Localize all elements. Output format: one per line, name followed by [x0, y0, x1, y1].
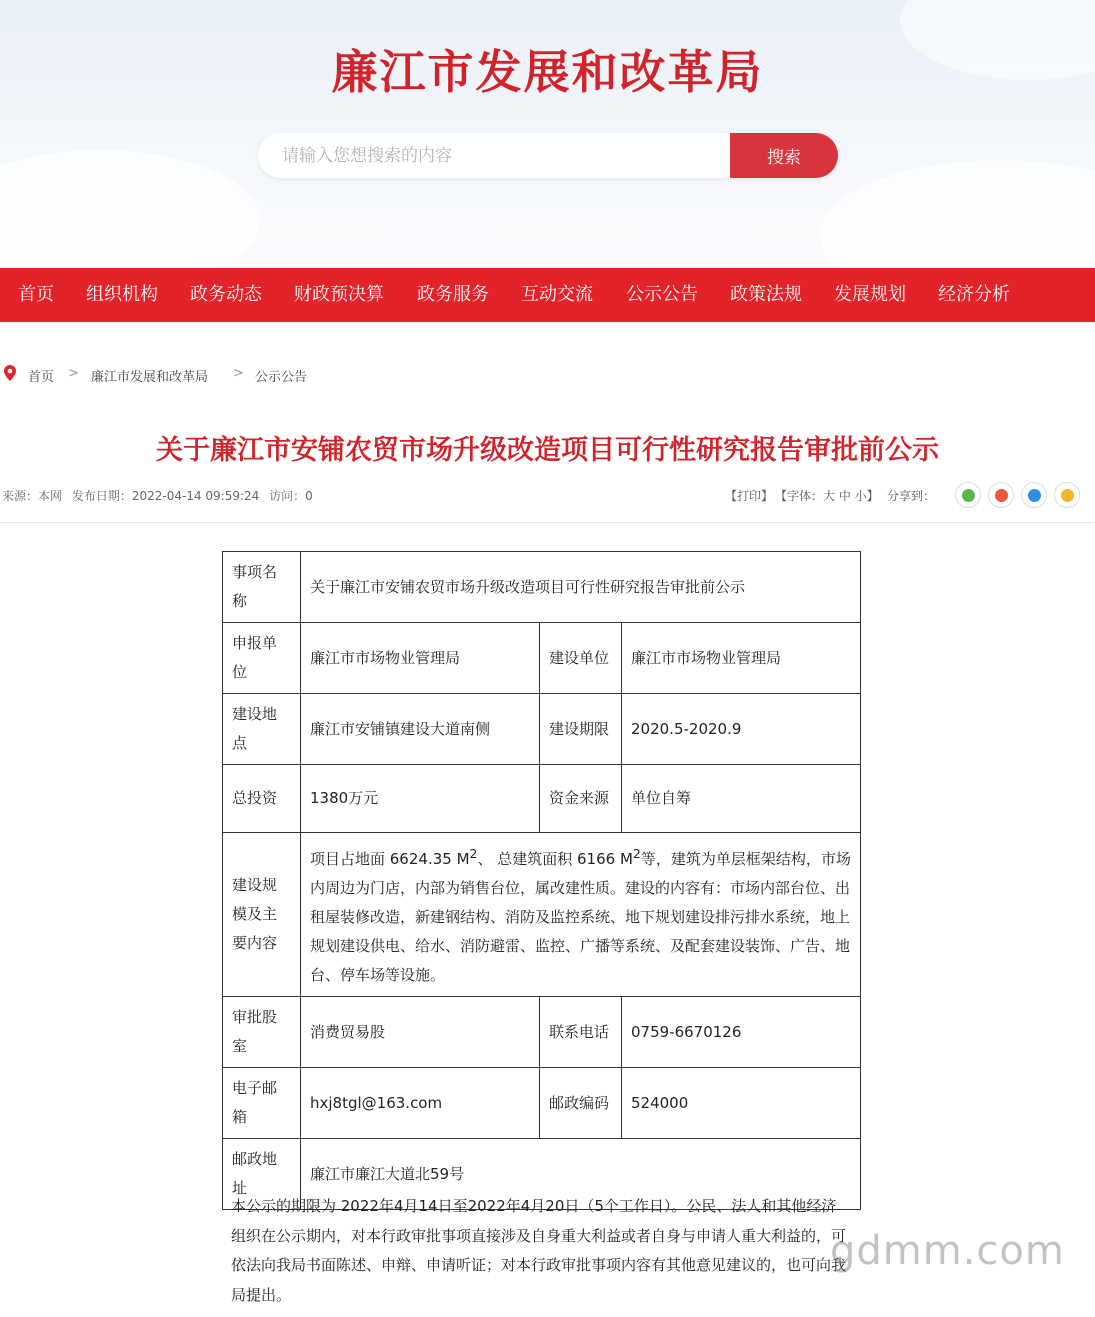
article-meta — [2, 487, 319, 504]
table-label-office: 审批股室 — [223, 997, 301, 1068]
table-value-office: 消费贸易股 — [301, 997, 540, 1068]
table-label-email: 电子邮箱 — [223, 1068, 301, 1139]
table-row — [223, 623, 861, 694]
table-value-investment: 1380万元 — [301, 765, 540, 833]
table-value-phone: 0759-6670126 — [622, 997, 861, 1068]
scale-text: 、 总建筑面积 6166 M — [477, 850, 633, 868]
search-input[interactable] — [258, 133, 730, 178]
table-value-builder: 廉江市市场物业管理局 — [622, 623, 861, 694]
table-value-applicant: 廉江市市场物业管理局 — [301, 623, 540, 694]
nav-item-news[interactable]: 政务动态 — [190, 284, 262, 305]
scale-text: 项目占地面 6624.35 M — [310, 850, 470, 868]
nav-item-services[interactable]: 政务服务 — [417, 284, 489, 305]
nav-item-organization[interactable]: 组织机构 — [86, 284, 158, 305]
table-value-email: hxj8tgl@163.com — [301, 1068, 540, 1139]
table-label-period: 建设期限 — [540, 694, 622, 765]
table-value-location: 廉江市安铺镇建设大道南侧 — [301, 694, 540, 765]
table-row — [223, 694, 861, 765]
breadcrumb-separator: > — [233, 366, 244, 381]
nav-item-home[interactable]: 首页 — [18, 284, 54, 305]
table-row — [223, 1068, 861, 1139]
divider — [0, 522, 1095, 523]
location-pin-icon — [4, 365, 16, 381]
nav-item-economy[interactable]: 经济分析 — [938, 284, 1010, 305]
article-tools — [725, 481, 1095, 511]
share-label: 分享到： — [887, 489, 936, 503]
breadcrumb-home[interactable]: 首页 — [28, 370, 55, 385]
table-value-funding: 单位自筹 — [622, 765, 861, 833]
table-value-period: 2020.5-2020.9 — [622, 694, 861, 765]
table-label-phone: 联系电话 — [540, 997, 622, 1068]
table-value-item-name: 关于廉江市安铺农贸市场升级改造项目可行性研究报告审批前公示 — [301, 552, 861, 623]
superscript: 2 — [469, 846, 478, 861]
breadcrumb-separator: > — [68, 366, 79, 381]
article-title: 关于廉江市安铺农贸市场升级改造项目可行性研究报告审批前公示 — [156, 435, 939, 466]
table-label-builder: 建设单位 — [540, 623, 622, 694]
table-label-investment: 总投资 — [223, 765, 301, 833]
nav-item-policies[interactable]: 政策法规 — [730, 284, 802, 305]
font-size-switch[interactable]: 【字体：大 中 小】 — [775, 489, 879, 503]
nav-item-announcements[interactable]: 公示公告 — [626, 284, 698, 305]
search-button[interactable]: 搜索 — [730, 133, 838, 178]
table-row — [223, 552, 861, 623]
cloud-decoration — [0, 150, 260, 268]
table-row — [223, 833, 861, 997]
table-label-item-name: 事项名称 — [223, 552, 301, 623]
qq-icon[interactable] — [1021, 482, 1047, 508]
table-row — [223, 997, 861, 1068]
breadcrumb-bureau[interactable]: 廉江市发展和改革局 — [91, 370, 209, 385]
table-label-scale: 建设规模及主要内容 — [223, 833, 301, 997]
superscript: 2 — [632, 846, 641, 861]
cloud-decoration — [820, 160, 1095, 268]
site-header — [0, 0, 1095, 268]
scale-text: 等，建筑为单层框架结构，市场内周边为门店，内部为销售台位，属改建性质。建设的内容有：市场内部台位、出租屋装修改造，新建钢结构、消防及监控系统、地下规划建设排污排水系统，地上规划建设供电、给水、消防避雷、监控、广播等系统、及配套建设装饰、广告、地台、停车场等设施。 — [310, 850, 851, 984]
site-title: 廉江市发展和改革局 — [331, 45, 764, 99]
table-label-address: 邮政地址 — [223, 1139, 301, 1210]
table-value-scale — [301, 833, 861, 997]
watermark: gdmm.com — [830, 1228, 1065, 1274]
qzone-icon[interactable] — [1054, 482, 1080, 508]
nav-item-planning[interactable]: 发展规划 — [834, 284, 906, 305]
table-label-funding: 资金来源 — [540, 765, 622, 833]
table-row — [223, 765, 861, 833]
article-publish-date: 发布日期：2022-04-14 09:59:24 — [71, 489, 260, 503]
table-value-postcode: 524000 — [622, 1068, 861, 1139]
main-nav — [0, 268, 1095, 322]
nav-item-interaction[interactable]: 互动交流 — [521, 284, 593, 305]
article-source: 来源：本网 — [2, 489, 63, 503]
project-info-table — [222, 551, 861, 1210]
table-value-address: 廉江市廉江大道北59号 — [301, 1139, 861, 1210]
notice-paragraph: 本公示的期限为 2022年4月14日至2022年4月20日（5个工作日）。公民、法人和其他经济组织在公示期内，对本行政审批事项直接涉及自身重大利益或者自身与申请人重大利益的，可依法向我局书面陈述、申辩、申请听证；对本行政审批事项内容有其他意见建议的，也可向我局提出。 — [231, 1197, 847, 1304]
table-label-location: 建设地点 — [223, 694, 301, 765]
weibo-icon[interactable] — [988, 482, 1014, 508]
table-label-applicant: 申报单位 — [223, 623, 301, 694]
wechat-icon[interactable] — [955, 482, 981, 508]
table-label-postcode: 邮政编码 — [540, 1068, 622, 1139]
nav-item-budget[interactable]: 财政预决算 — [294, 284, 384, 305]
search-box — [258, 133, 838, 178]
breadcrumb-announcements[interactable]: 公示公告 — [255, 370, 308, 385]
print-link[interactable]: 【打印】 — [725, 489, 774, 503]
article-visits: 访问：0 — [269, 489, 313, 503]
